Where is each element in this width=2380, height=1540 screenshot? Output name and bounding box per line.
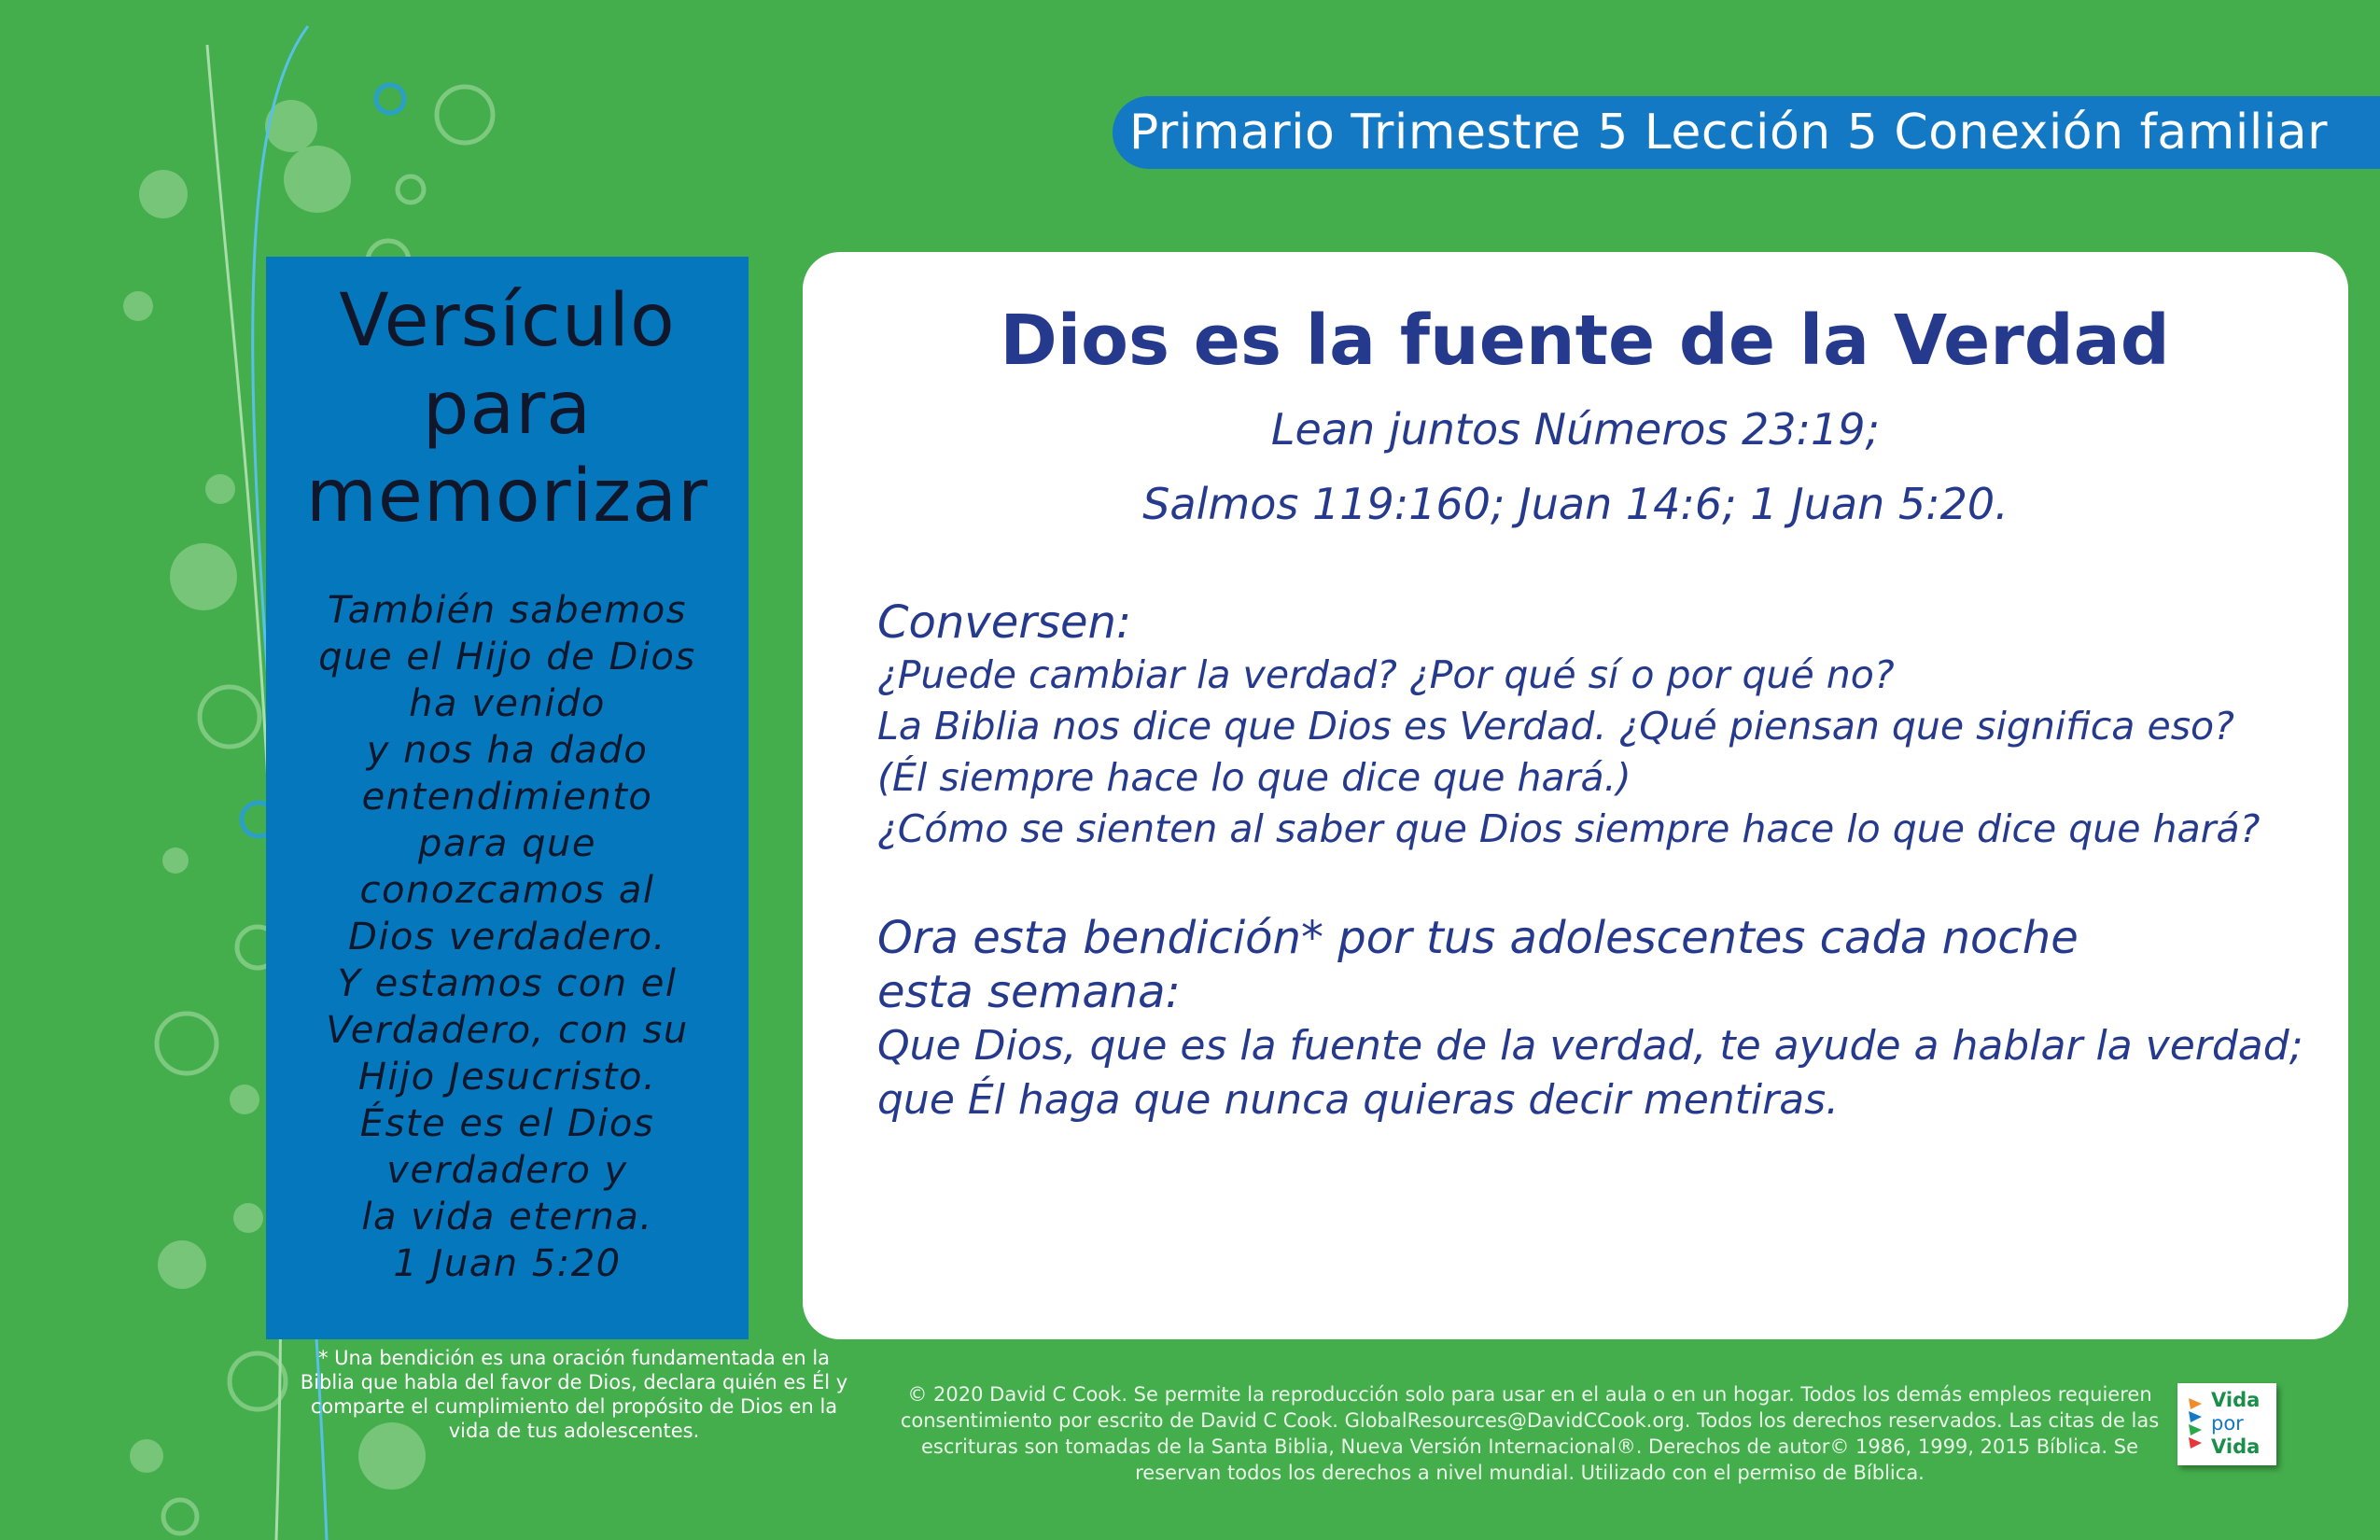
logo-text [2211,1389,2273,1459]
reading-line: Salmos 119:160; Juan 14:6; 1 Juan 5:20. [1142,479,2009,529]
logo-bars-icon [2185,1394,2207,1454]
logo-line: Vida [2211,1435,2261,1458]
lesson-banner: Primario Trimestre 5 Lección 5 Conexión familiar [1113,96,2380,169]
copyright-notice: © 2020 David C Cook. Se permite la reproducción solo para usar en el aula o en un hogar. Todos los demás empleos requieren consentimiento por escrito de David C Cook. GlobalResources@DavidCCook.org. Todos los derechos reservados. Las citas de las escrituras son tomadas de la Santa Biblia, Nueva Versión Internacional®. Derechos de autor© 1986, 1999, 2015 Bíblica. Se reservan todos los derechos a nivel mundial. Utilizado con el permiso de Bíblica. [900,1383,2160,1484]
memory-verse-text: También sabemos que el Hijo de Dios ha venido y nos ha dado entendimiento para que conozcamos al Dios verdadero. Y estamos con el Verdadero, con su Hijo Jesucristo. Éste es el Dios verdadero y la vida eterna. 1 Juan 5:20 [318,589,696,1285]
blessing-footnote: * Una bendición es una oración fundamentada en la Biblia que habla del favor de Dios, declara quién es Él y comparte el cumplimiento del propósito de Dios en la vida de tus adolescentes. [300,1347,848,1442]
logo-line: por [2211,1412,2244,1435]
discussion-line: La Biblia nos dice que Dios es Verdad. ¿Qué piensan que significa eso? [877,704,2234,749]
memory-verse-title-line: Versículo [339,279,676,363]
blessing-section [803,911,2348,1127]
blessing-line: Que Dios, que es la fuente de la verdad, te ayude a hablar la verdad; [877,1022,2303,1070]
discussion-heading: Conversen: [877,596,1132,649]
discussion-section [803,595,2348,855]
lesson-card [803,252,2348,1339]
discussion-line: ¿Puede cambiar la verdad? ¿Por qué sí o por qué no? [877,652,1895,697]
discussion-line: (Él siempre hace lo que dice que hará.) [877,755,1631,800]
reading-line: Lean juntos Números 23:19; [1270,404,1881,455]
reading-references [803,392,2348,541]
blessing-heading: Ora esta bendición* por tus adolescentes cada noche esta semana: [877,912,2079,1018]
memory-verse-panel [266,257,749,1339]
memory-verse-title [266,277,749,540]
blessing-line: que Él haga que nunca quieras decir mentiras. [877,1076,1840,1124]
vida-por-vida-logo [2177,1383,2276,1465]
lesson-title: Dios es la fuente de la Verdad [1000,301,2170,381]
memory-verse-title-line: memorizar [305,455,709,539]
memory-verse-title-line: para [422,367,593,451]
logo-line: Vida [2211,1389,2261,1411]
discussion-line: ¿Cómo se sienten al saber que Dios siempre hace lo que dice que hará? [877,806,2261,851]
